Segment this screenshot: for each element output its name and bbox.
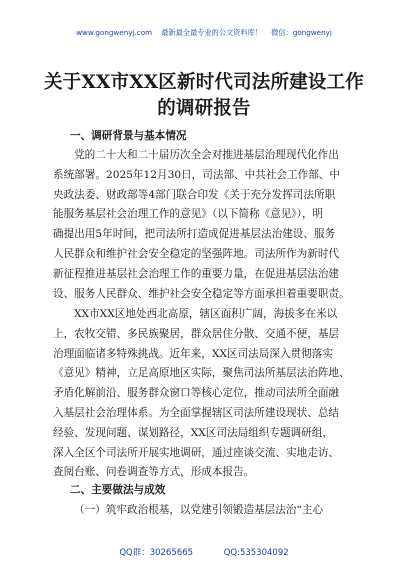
text-line: 新征程推进基层社会治理工作的重要力量，在促进基层法治建: [53, 267, 340, 280]
site-link[interactable]: www.gongwenyj.com: [76, 28, 153, 37]
section-1-heading: 一、调研背景与基本情况: [70, 130, 187, 142]
text-line: 人民群众和维护社会安全稳定的坚强阵地。司法所作为新时代: [53, 247, 340, 260]
section-2-paragraph-1: [53, 501, 361, 521]
text-line: 《意见》精神，立足高原地区实际，聚焦司法所基层法治阵地、: [53, 367, 350, 380]
text-line: XX市XX区地处西北高原，辖区面积广阔，海拔多在米以: [74, 308, 338, 320]
section-2-heading: 二、主要做法与成效: [70, 484, 166, 496]
text-line: 系统部署。2025年12月30日，司法部、中共社会工作部、中: [53, 168, 340, 181]
bottom-banner: [0, 546, 408, 558]
section-1-paragraph-1: [53, 146, 361, 304]
qq-number: QQ:535304092: [223, 548, 289, 558]
section-1-paragraph-2: [53, 305, 361, 483]
site-slogan: 最新最全最专业的公文资料库！: [161, 28, 262, 37]
qq-group: QQ群：30265665: [119, 548, 194, 558]
title-line-1: 关于XX市XX区新时代司法所建设工作: [43, 72, 365, 93]
text-line: 央政法委、财政部等4部门联合印发《关于充分发挥司法所职: [53, 188, 336, 201]
top-banner: [0, 28, 408, 38]
text-line: 深入全区个司法所开展实地调研，通过座谈交流、实地走访、: [53, 446, 340, 459]
text-line: 治理面临诸多特殊挑战。近年来，XX区司法局深入贯彻落实: [53, 347, 333, 360]
text-line: 能服务基层社会治理工作的意见》（以下简称《意见》），明: [53, 208, 324, 221]
text-line: 入基层社会治理体系。为全面掌握辖区司法所建设现状、总结: [53, 406, 340, 419]
text-line: 经验、发现问题、谋划路径，XX区司法局组织专题调研组，: [53, 426, 333, 439]
text-line: 党的二十大和二十届历次全会对推进基层治理现代化作出: [74, 149, 339, 161]
text-line: 查阅台账、问卷调查等方式，形成本报告。: [53, 466, 255, 479]
text-line: 矛盾化解前沿、服务群众窗口等核心定位，推动司法所全面融: [53, 387, 340, 400]
text-line: （一）筑牢政治根基，以党建引领锻造基层法治“主心: [74, 504, 324, 516]
text-line: 确提出用5年时间，把司法所打造成促进基层法治建设、服务: [53, 228, 336, 241]
text-line: 设、服务人民群众、维护社会安全稳定等方面承担着重要职责。: [53, 287, 350, 300]
wechat-id: 微信：gongwenyj: [271, 28, 332, 37]
title-line-2: 的调研报告: [157, 98, 251, 119]
text-line: 上，农牧交错、多民族聚居，群众居住分散、交通不便，基层: [53, 327, 340, 340]
document-title: [0, 70, 408, 122]
